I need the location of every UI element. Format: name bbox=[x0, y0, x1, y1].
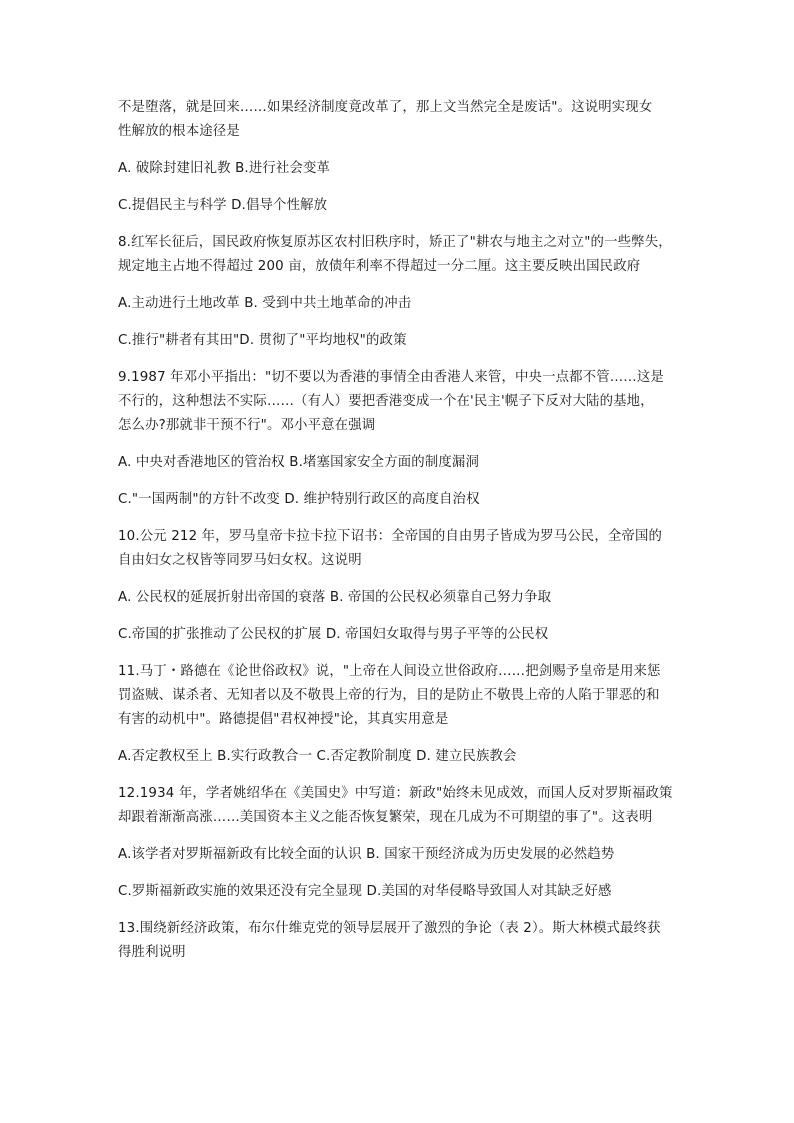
paragraph-q9-stem bbox=[118, 366, 678, 438]
paragraph-q7-stem-tail bbox=[118, 96, 678, 144]
paragraph-q11-opts bbox=[118, 745, 678, 769]
text-line: 8.红军长征后，国民政府恢复原苏区农村旧秩序时，矫正了"耕农与地主之对立"的一些弊失， bbox=[118, 235, 672, 250]
paragraph-q12-opt-cd bbox=[118, 880, 678, 904]
paragraph-q7-opt-cd bbox=[118, 194, 678, 218]
text-line: A.主动进行土地改革 B. 受到中共土地革命的冲击 bbox=[118, 296, 412, 311]
text-line: 有害的动机中"。路德提倡"君权神授"论，其真实用意是 bbox=[118, 712, 449, 727]
text-line: C.推行"耕者有其田"D. 贯彻了"平均地权"的政策 bbox=[118, 333, 407, 348]
text-line: C.罗斯福新政实施的效果还没有完全显现 D.美国的对华侵略导致国人对其缺乏好感 bbox=[118, 884, 612, 899]
text-line: 规定地主占地不得超过 200 亩，放债年利率不得超过一分二厘。这主要反映出国民政府 bbox=[118, 259, 641, 274]
text-line: A.该学者对罗斯福新政有比较全面的认识 B. 国家干预经济成为历史发展的必然趋势 bbox=[118, 847, 615, 862]
text-line: 10.公元 212 年，罗马皇帝卡拉卡拉下诏书：全帝国的自由男子皆成为罗马公民，全帝国的 bbox=[118, 529, 663, 544]
text-line: C."一国两制"的方针不改变 D. 维护特别行政区的高度自治权 bbox=[118, 492, 480, 507]
text-line: C.提倡民主与科学 D.倡导个性解放 bbox=[118, 198, 328, 213]
text-line: 9.1987 年邓小平指出："切不要以为香港的事情全由香港人来管，中央一点都不管……这是 bbox=[118, 370, 664, 385]
text-line: 罚盗贼、谋杀者、无知者以及不敬畏上帝的行为，目的是防止不敬畏上帝的人陷于罪恶的和 bbox=[118, 688, 660, 703]
paragraph-q9-opt-cd bbox=[118, 488, 678, 512]
text-line: 性解放的根本途径是 bbox=[118, 124, 240, 139]
text-line: 得胜利说明 bbox=[118, 945, 186, 960]
text-line: 怎么办?那就非干预不行"。邓小平意在强调 bbox=[118, 418, 376, 433]
text-line: A. 公民权的延展折射出帝国的衰落 B. 帝国的公民权必须靠自己努力争取 bbox=[118, 590, 552, 605]
paragraph-q10-opt-cd bbox=[118, 623, 678, 647]
text-line: 13.围绕新经济政策，布尔什维克党的领导层展开了激烈的争论（表 2）。斯大林模式最终获 bbox=[118, 921, 661, 936]
paragraph-q9-opt-ab bbox=[118, 451, 678, 475]
paragraph-q8-opt-cd bbox=[118, 329, 678, 353]
text-line: C.帝国的扩张推动了公民权的扩展 D. 帝国妇女取得与男子平等的公民权 bbox=[118, 627, 549, 642]
paragraph-q8-opt-ab bbox=[118, 292, 678, 316]
paragraph-q12-opt-ab bbox=[118, 843, 678, 867]
text-line: 自由妇女之权皆等同罗马妇女权。这说明 bbox=[118, 553, 362, 568]
paragraph-q12-stem bbox=[118, 782, 678, 830]
text-line: 12.1934 年，学者姚绍华在《美国史》中写道：新政"始终未见成效，而国人反对罗斯福政策 bbox=[118, 786, 673, 801]
paragraph-q13-stem bbox=[118, 917, 678, 965]
paragraph-q10-opt-ab bbox=[118, 586, 678, 610]
paragraph-q11-stem bbox=[118, 660, 678, 732]
paragraph-q8-stem bbox=[118, 231, 678, 279]
paragraph-q10-stem bbox=[118, 525, 678, 573]
text-line: 不行的，这种想法不实际……（有人）要把香港变成一个在'民主'幌子下反对大陆的基地， bbox=[118, 394, 654, 409]
text-line: A. 中央对香港地区的管治权 B.堵塞国家安全方面的制度漏洞 bbox=[118, 455, 480, 470]
exam-page bbox=[118, 96, 678, 965]
text-line: 却跟着渐渐高涨……美国资本主义之能否恢复繁荣，现在几成为不可期望的事了"。这表明 bbox=[118, 810, 653, 825]
paragraph-q7-opt-ab bbox=[118, 157, 678, 181]
text-line: 不是堕落，就是回来……如果经济制度竟改革了，那上文当然完全是废话"。这说明实现女 bbox=[118, 100, 653, 115]
text-line: A. 破除封建旧礼教 B.进行社会变革 bbox=[118, 161, 331, 176]
text-line: 11.马丁・路德在《论世俗政权》说，"上帝在人间设立世俗政府……把剑赐予皇帝是用来惩 bbox=[118, 664, 661, 679]
text-line: A.否定教权至上 B.实行政教合一 C.否定教阶制度 D. 建立民族教会 bbox=[118, 749, 517, 764]
